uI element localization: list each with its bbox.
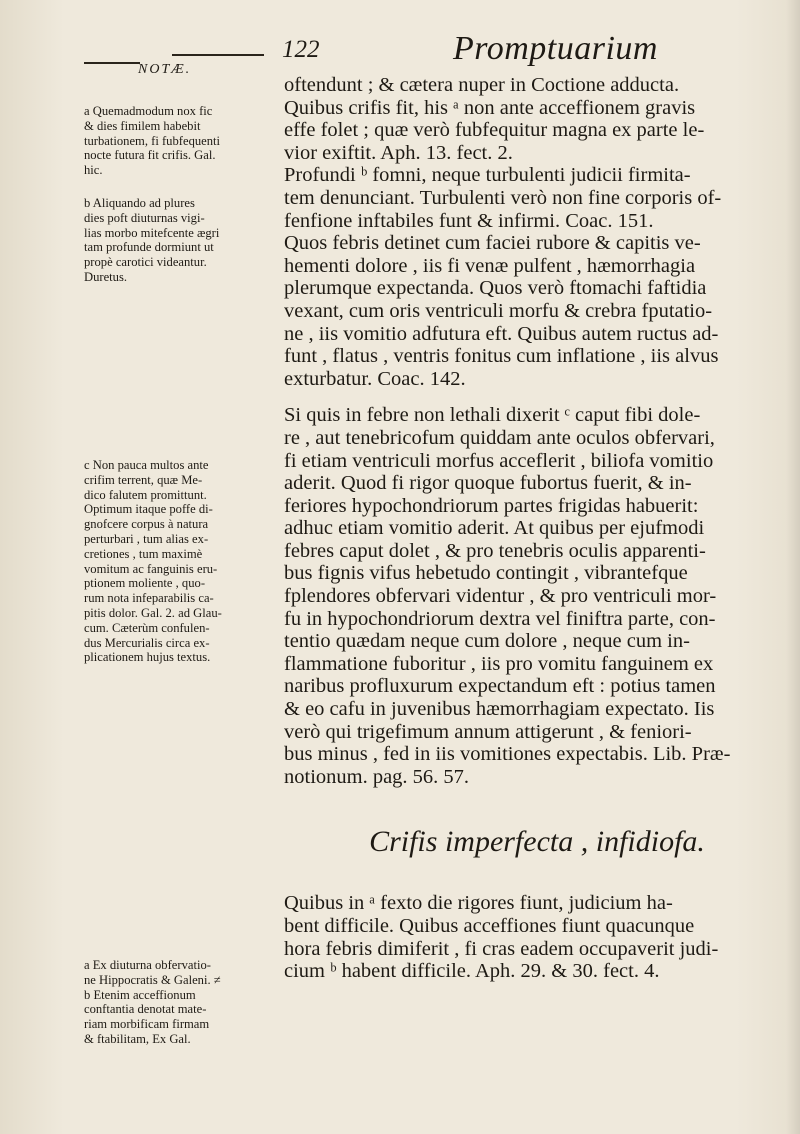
note-line: b Etenim acceffionum bbox=[84, 987, 196, 1002]
text-line: funt , flatus , ventris fonitus cum inflatione , iis alvus bbox=[284, 345, 719, 368]
text-line: fu in hypochondriorum dextra vel finiftra parte, con- bbox=[284, 607, 716, 630]
paragraph-gap bbox=[284, 390, 790, 404]
note-line: hic. bbox=[84, 163, 103, 178]
note-line: turbationem, fi fubfequenti bbox=[84, 133, 221, 148]
text-line: flammatione fuboritur , iis pro vomitu fanguinem ex bbox=[284, 652, 714, 675]
page-number: 122 bbox=[282, 36, 320, 63]
text-line: ne , iis vomitio adfutura eft. Quibus autem ructus ad- bbox=[284, 322, 719, 345]
text-line: fenfione inftabiles funt & infirmi. Coac. 151. bbox=[284, 209, 654, 232]
note-line: rum nota infeparabilis ca- bbox=[84, 591, 214, 606]
text-line: notionum. pag. 56. 57. bbox=[284, 765, 470, 788]
text-line: hementi dolore , iis fi venæ pulfent , hæmorrhagia bbox=[284, 254, 696, 277]
side-note-b bbox=[84, 196, 282, 285]
note-line: a Quemadmodum nox fic bbox=[84, 104, 213, 118]
running-head: Promptuarium bbox=[453, 30, 658, 67]
note-line: dico falutem promittunt. bbox=[84, 487, 207, 502]
text-line: effe folet ; quæ verò fubfequitur magna ex parte le- bbox=[284, 119, 705, 142]
text-line: & eo cafu in juvenibus hæmorrhagiam expectato. Iis bbox=[284, 698, 715, 721]
note-line: b Aliquando ad plures bbox=[84, 196, 195, 210]
text-line: plerumque expectanda. Quos verò ftomachi faftidia bbox=[284, 277, 707, 300]
text-line: cium ᵇ habent difficile. Aph. 29. & 30. fect. 4. bbox=[284, 960, 660, 983]
note-line: crifim terrent, quæ Me- bbox=[84, 472, 203, 487]
text-line: adhuc etiam vomitio aderit. At quibus per ejufmodi bbox=[284, 517, 705, 540]
text-line: feriores hypochondriorum partes frigidas habuerit: bbox=[284, 494, 699, 517]
note-line: gnofcere corpus à natura bbox=[84, 517, 209, 532]
text-line: exturbatur. Coac. 142. bbox=[284, 367, 466, 390]
text-line: bent difficile. Quibus acceffiones fiunt quacunque bbox=[284, 915, 695, 937]
note-line: vomitum ac fanguinis eru- bbox=[84, 561, 218, 576]
text-line: vior exiftit. Aph. 13. fect. 2. bbox=[284, 141, 513, 164]
note-line: Optimum itaque poffe di- bbox=[84, 502, 213, 517]
text-line: bus minus , fed in iis vomitiones expectabis. Lib. Præ- bbox=[284, 743, 731, 766]
text-line: tem denunciant. Turbulenti verò non fine corporis of- bbox=[284, 186, 722, 209]
note-line: ne Hippocratis & Galeni. ≠ bbox=[84, 972, 221, 987]
note-line: conftantia denotat mate- bbox=[84, 1002, 207, 1017]
text-line: aderit. Quod fi rigor quoque fubortus fuerit, & in- bbox=[284, 472, 692, 495]
text-line: fi etiam ventriculi morfus acceflerit , biliofa vomitio bbox=[284, 449, 714, 472]
header-rule-middle bbox=[172, 54, 264, 56]
side-note-a bbox=[84, 104, 282, 178]
section-heading: Crifis imperfecta , infidiofa. bbox=[369, 825, 705, 859]
note-line: a Ex diuturna obfervatio- bbox=[84, 958, 211, 972]
note-line: perturbari , tum alias ex- bbox=[84, 531, 209, 546]
text-line: vexant, cum oris ventriculi morfu & crebra fputatio- bbox=[284, 299, 713, 322]
note-line: riam morbificam firmam bbox=[84, 1017, 210, 1032]
text-line: Quibus crifis fit, his ᵃ non ante acceffionem gravis bbox=[284, 96, 696, 119]
note-line: pitis dolor. Gal. 2. ad Glau- bbox=[84, 605, 222, 620]
text-line: hora febris dimiferit , fi cras eadem occupaverit judi- bbox=[284, 937, 719, 960]
note-line: cretiones , tum maximè bbox=[84, 546, 203, 561]
note-line: Duretus. bbox=[84, 269, 128, 284]
text-line: re , aut tenebricofum quiddam ante oculos obfervari, bbox=[284, 426, 715, 449]
text-line: oftendunt ; & cætera nuper in Coctione adducta. bbox=[284, 74, 680, 96]
note-line: lias morbo mitefcente ægri bbox=[84, 225, 220, 240]
note-line: propè carotici videantur. bbox=[84, 255, 207, 270]
note-line: tam profunde dormiunt ut bbox=[84, 240, 214, 255]
note-line: & dies fimilem habebit bbox=[84, 118, 201, 133]
text-line: fplendores obfervari videntur , & pro ventriculi mor- bbox=[284, 585, 717, 608]
note-line: cum. Cæterùm confulen- bbox=[84, 620, 210, 635]
note-line: ptionem moliente , quo- bbox=[84, 576, 206, 591]
text-line: tentio quædam neque cum dolore , neque cum in- bbox=[284, 630, 690, 653]
text-line: febres caput dolet , & pro tenebris oculis apparenti- bbox=[284, 539, 706, 562]
note-line: plicationem hujus textus. bbox=[84, 650, 211, 665]
notes-column-heading: NOTÆ. bbox=[138, 62, 192, 77]
text-line: Si quis in febre non lethali dixerit ᶜ caput fibi dole- bbox=[284, 404, 701, 427]
text-line: bus fignis vifus hebetudo contingit , vibrantefque bbox=[284, 562, 688, 585]
text-line: Profundi ᵇ fomni, neque turbulenti judicii firmita- bbox=[284, 164, 691, 187]
header-rule-left bbox=[84, 62, 140, 64]
text-line: Quos febris detinet cum faciei rubore & capitis ve- bbox=[284, 232, 701, 255]
note-line: c Non pauca multos ante bbox=[84, 458, 209, 472]
note-line: nocte futura fit crifis. Gal. bbox=[84, 148, 216, 163]
text-line: naribus profluxurum expectandum eft : potius tamen bbox=[284, 675, 716, 698]
text-line: verò qui trigefimum annum attigerunt , & feniori- bbox=[284, 720, 692, 743]
note-line: dus Mercurialis circa ex- bbox=[84, 635, 210, 650]
main-text-column bbox=[284, 74, 790, 983]
side-note-c bbox=[84, 458, 282, 665]
text-line: Quibus in ᵃ fexto die rigores fiunt, judicium ha- bbox=[284, 892, 673, 915]
note-line: dies poft diuturnas vigi- bbox=[84, 210, 205, 225]
note-line: & ftabilitam, Ex Gal. bbox=[84, 1031, 191, 1046]
side-note-d bbox=[84, 958, 282, 1047]
